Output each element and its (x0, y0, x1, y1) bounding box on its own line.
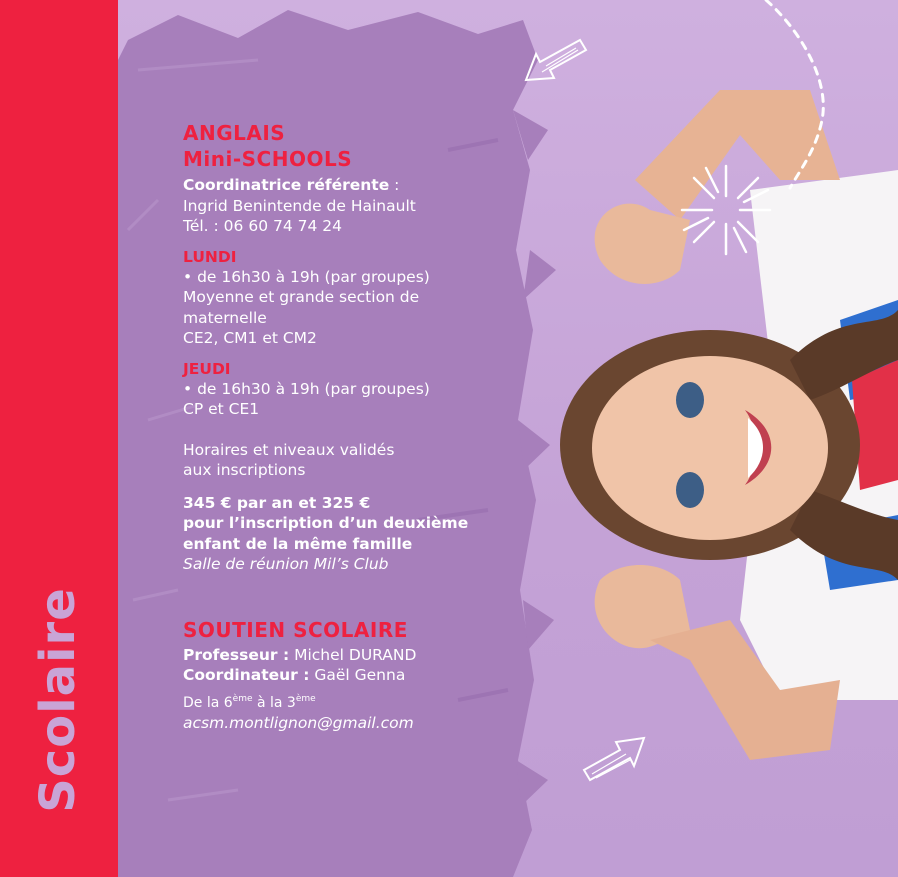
soutien-title: SOUTIEN SCOLAIRE (183, 617, 408, 642)
professor-line (183, 645, 523, 666)
coordinator-name: Ingrid Benintende de Hainault (183, 196, 416, 215)
anglais-title-line1: ANGLAIS (183, 121, 286, 145)
monday-line: maternelle (183, 308, 267, 327)
monday-line: • de 16h30 à 19h (par groupes) (183, 267, 430, 286)
anglais-title-line2: Mini-SCHOOLS (183, 147, 353, 171)
day-label-thursday: JEUDI (183, 359, 231, 378)
content-block (183, 120, 523, 734)
dotted-curve-icon (760, 0, 840, 190)
coordinator-line (183, 665, 523, 686)
monday-line: Moyenne et grande section de (183, 288, 420, 306)
professor-name: Michel DURAND (289, 645, 417, 664)
venue: Salle de réunion Mil’s Club (183, 555, 389, 573)
level-prefix: De la 6 (183, 694, 233, 711)
professor-label: Professeur : (183, 645, 290, 664)
level-sup: ème (232, 693, 253, 704)
level-line (183, 689, 523, 714)
section-label: Scolaire (30, 587, 86, 813)
monday-line: CE2, CM1 et CM2 (183, 329, 317, 347)
thursday-line: • de 16h30 à 19h (par groupes) (183, 379, 430, 398)
coordinator-line (183, 175, 523, 196)
phone: Tél. : 06 60 74 74 24 (183, 217, 343, 235)
coordinator-sep: : (389, 176, 400, 194)
soutien-coordinator-name: Gaël Genna (309, 666, 406, 684)
note-line: aux inscriptions (183, 461, 306, 479)
coordinator-label: Coordinatrice référente (183, 176, 390, 194)
soutien-coordinator-label: Coordinateur : (183, 666, 310, 684)
price-line: 345 € par an et 325 € (183, 493, 371, 512)
thursday-line: CP et CE1 (183, 400, 260, 418)
note-line: Horaires et niveaux validés (183, 440, 395, 459)
level-sup: ème (295, 693, 316, 704)
price-line: pour l’inscription d’un deuxième (183, 514, 469, 532)
level-middle: à la 3 (252, 694, 296, 711)
price-line: enfant de la même famille (183, 534, 413, 553)
email-link[interactable]: acsm.montlignon@gmail.com (183, 714, 414, 732)
day-label-monday: LUNDI (183, 247, 237, 266)
outlined-arrow-icon (520, 36, 590, 86)
outlined-arrow-icon (580, 730, 650, 785)
